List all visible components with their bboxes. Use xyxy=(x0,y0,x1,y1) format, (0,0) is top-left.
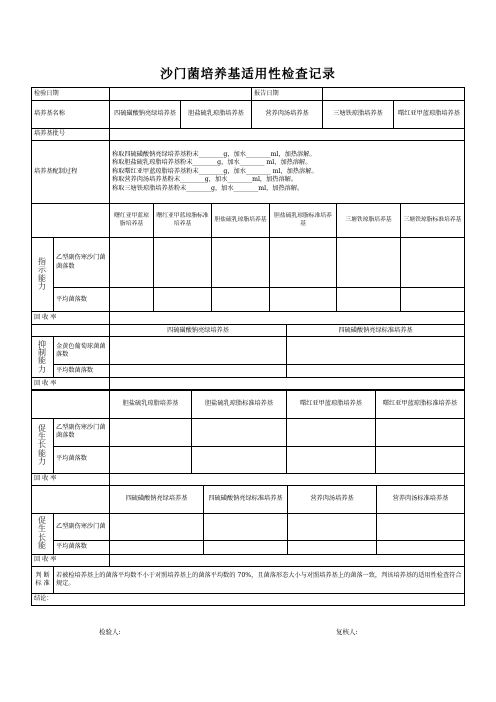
medium-name-2: 胆盐硫乳琼脂培养基 xyxy=(181,101,252,129)
conclusion-label: 结论： xyxy=(32,594,465,606)
growth1-col-2: 胆盐硫乳琼脂标准培养基 xyxy=(192,390,287,418)
growth1-col-4: 曙红亚甲蓝琼脂标准培养基 xyxy=(376,390,465,418)
growth1-col-1: 胆盐硫乳琼脂培养基 xyxy=(110,390,192,418)
indicator-recovery-label: 回 收 率 xyxy=(32,312,110,325)
report-date-label: 报告日期 xyxy=(252,88,323,101)
medium-name-label: 培养基名称 xyxy=(32,101,110,129)
batch-label: 培养基批号 xyxy=(32,129,110,141)
page-title: 沙门菌培养基适用性检查记录 xyxy=(160,66,336,81)
batch-value[interactable] xyxy=(110,129,465,141)
growth2-recovery-label: 回 收 率 xyxy=(32,554,110,566)
criteria-label: 判 断标 准 xyxy=(32,567,54,594)
growth1-table xyxy=(31,390,465,486)
report-date-value[interactable] xyxy=(323,88,465,101)
indicator-col-3: 胆盐硫乳琼脂培养基 xyxy=(212,204,270,238)
criteria-text: 若被检培养基上的菌落平均数不小于对照培养基上的菌落平均数的 70%，且菌落形态大小与对照培养基上的菌落一致，判该培养基的适用性检查符合规定。 xyxy=(54,567,465,594)
inhibition-row1-label: 金黄色葡萄球菌菌落数 xyxy=(54,337,110,365)
indicator-col-1: 曙红亚甲蓝琼脂培养基 xyxy=(110,204,154,238)
medium-name-5: 曙红亚甲蓝琼脂培养基 xyxy=(394,101,465,129)
prep-step-4: 称取营养肉汤培养基粉末________g，加水________ml，加热溶解。 xyxy=(112,176,298,184)
indicator-row1-label: 乙型副伤寒沙门菌菌落数 xyxy=(54,238,110,288)
growth1-recovery-label: 回 收 率 xyxy=(32,473,110,485)
prep-step-3: 称取曙红亚甲蓝琼脂培养基粉末________g，加水________ ml，加热溶解。 xyxy=(112,167,318,175)
inhibition-col-1: 四硫磺酸钠亮绿培养基 xyxy=(110,325,287,337)
indicator-table xyxy=(31,203,465,325)
growth2-row1-label: 乙型副伤寒沙门菌 xyxy=(54,513,110,540)
indicator-col-6: 三塘铁琼脂标准培养基 xyxy=(401,204,465,238)
growth1-row2-label: 平均菌落数 xyxy=(54,446,110,473)
prep-steps xyxy=(110,141,465,204)
prep-label: 培养基配制过程 xyxy=(32,141,110,204)
inhibition-recovery-label: 回 收 率 xyxy=(32,378,110,390)
medium-name-1: 四硫磺酸钠亮绿培养基 xyxy=(110,101,181,129)
medium-name-3: 营养肉汤培养基 xyxy=(252,101,323,129)
growth1-col-3: 曙红亚甲蓝琼脂培养基 xyxy=(287,390,376,418)
inspector-signature-label: 检验人: xyxy=(99,628,121,636)
criteria-table xyxy=(31,566,465,606)
inspect-date-value[interactable] xyxy=(110,88,252,101)
inhibition-col-2: 四硫磺酸钠亮绿标准培养基 xyxy=(287,325,465,337)
growth2-col-2: 四硫磺酸钠亮绿标准培养基 xyxy=(204,485,288,513)
growth2-row2-label: 平均菌落数 xyxy=(54,540,110,554)
indicator-col-4: 胆盐硫乳琼脂标准培养基 xyxy=(270,204,337,238)
growth2-col-1: 四硫磺酸钠亮绿培养基 xyxy=(110,485,204,513)
inhibition-side-label: 抑制能力 xyxy=(32,337,54,378)
inspect-date-label: 检验日期 xyxy=(32,88,110,101)
indicator-side-label: 指示能力 xyxy=(32,238,54,312)
prep-step-5: 称取三塘铁琼脂培养基粉末________g，加水________ml，加热溶解。 xyxy=(112,184,304,192)
prep-step-1: 称取四硫磺酸钠亮绿培养基粉末________g，加水________ml，加热溶解。 xyxy=(112,151,316,159)
growth1-side-label: 促生长能力 xyxy=(32,418,54,473)
growth2-col-4: 营养肉汤标准培养基 xyxy=(377,485,465,513)
growth2-col-3: 营养肉汤培养基 xyxy=(288,485,377,513)
inhibition-row2-label: 平均数菌落数 xyxy=(54,365,110,378)
inspection-form xyxy=(31,87,464,606)
growth2-table xyxy=(31,485,465,567)
growth2-side-label: 促生长能 xyxy=(32,513,54,554)
growth1-row1-label: 乙型副伤寒沙门菌菌落数 xyxy=(54,418,110,446)
indicator-row2-label: 平均菌落数 xyxy=(54,288,110,312)
inhibition-table xyxy=(31,324,465,390)
indicator-col-2: 曙红亚甲蓝琼脂标准培养基 xyxy=(154,204,212,238)
header-table xyxy=(31,87,465,204)
reviewer-signature-label: 复核人: xyxy=(336,628,358,636)
indicator-col-5: 三塘铁琼脂培养基 xyxy=(337,204,401,238)
prep-step-2: 称取胆盐硫乳琼脂培养基粉末________g，加水________ ml，加热溶解。 xyxy=(112,159,312,167)
medium-name-4: 三塘铁琼脂培养基 xyxy=(323,101,394,129)
